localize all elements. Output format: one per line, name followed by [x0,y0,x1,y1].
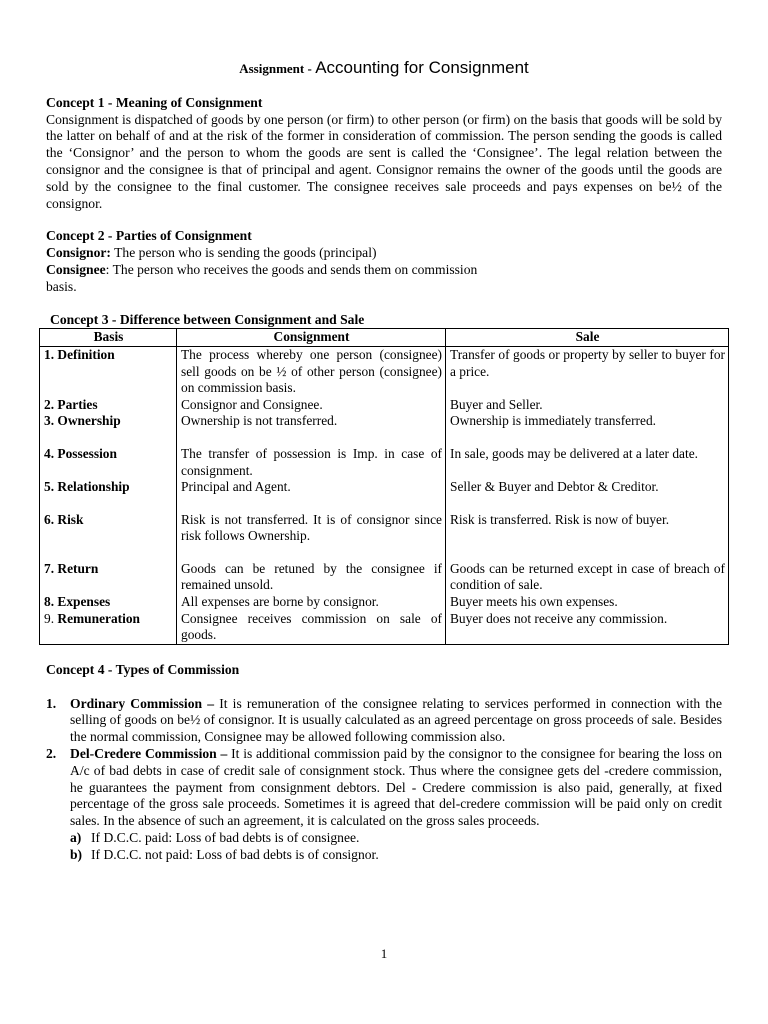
basis-cell [40,346,177,396]
basis-cell [40,561,177,594]
comparison-table [39,328,729,645]
table-row [40,479,729,512]
consignee-definition [46,262,486,296]
concept-2-section [46,228,722,295]
page-title [46,60,722,78]
sub-list-item [70,830,722,847]
basis-label: Expenses [57,594,111,610]
consignment-cell: Ownership is not transferred. [177,413,446,446]
basis-cell [40,594,177,611]
consignment-cell: Goods can be retuned by the consignee if remained unsold. [177,561,446,594]
concept-1-body: Consignment is dispatched of goods by one person (or firm) to other person (or firm) on the basis that goods will be sold by the latter on behalf of and at the risk of the former in consideration of commission. The person sending the goods is called the ‘Consignor’ and the person to whom the goods are sent is called the ‘Consignee’. The legal relation between the consignor and the consignee is that of principal and agent. Consignor remains the owner of the goods until the goods are sold by the consignee to the final customer. The consignee receives sale proceeds and pays expenses on be½ of the consignor. [46,111,722,211]
consignment-cell: Consignee receives commission on sale of goods. [177,611,446,645]
sale-cell: Seller & Buyer and Debtor & Creditor. [446,479,729,512]
consignee-label: Consignee [46,261,106,277]
basis-label: Parties [57,396,98,412]
sale-cell: Ownership is immediately transferred. [446,413,729,446]
basis-label: Ownership [57,413,121,429]
commission-term: Ordinary Commission – [70,695,215,711]
table-row [40,594,729,611]
sale-cell: Risk is transferred. Risk is now of buyer. [446,512,729,561]
sub-list-marker: b) [70,846,83,862]
basis-number: 4. [44,445,55,461]
list-marker: 2. [46,746,57,762]
commission-description: It is additional commission paid by the consignor to the consignee for bearing the loss on A/c of bad debts in case of credit sale of consignment stock. Thus where the consignee gets del -credere commission, he guarantees the payment from consignment debtors. Del - Credere commission is also paid, generally, at fixed percentage of the gross sale proceeds. Sometimes it is agreed that del-credere commission will be paid only on credit sales. In the absence of such an agreement, it is calculated on the gross sales proceeds. [70,746,722,829]
basis-number: 1. [44,346,55,362]
sale-cell: In sale, goods may be delivered at a later date. [446,446,729,479]
basis-label: Remuneration [57,610,140,626]
concept-3-heading: Concept 3 - Difference between Consignment and Sale [50,311,365,327]
table-row [40,561,729,594]
table-row [40,512,729,561]
title-prefix: Assignment - [239,61,312,76]
basis-cell [40,446,177,479]
table-row [40,446,729,479]
basis-number: 8. [44,594,55,610]
consignment-cell: Risk is not transferred. It is of consignor since risk follows Ownership. [177,512,446,561]
consignment-cell: The transfer of possession is Imp. in case of consignment. [177,446,446,479]
basis-number: 7. [44,560,55,576]
sale-cell: Transfer of goods or property by seller to buyer for a price. [446,346,729,396]
concept-2-heading: Concept 2 - Parties of Consignment [46,228,252,244]
consignment-cell: All expenses are borne by consignor. [177,594,446,611]
list-item [46,746,722,864]
basis-label: Relationship [57,479,130,495]
sub-list-item [70,847,722,864]
consignment-cell: Principal and Agent. [177,479,446,512]
basis-number: 5. [44,479,55,495]
basis-cell [40,413,177,446]
table-row [40,611,729,645]
sale-cell: Goods can be returned except in case of breach of condition of sale. [446,561,729,594]
header-basis: Basis [40,329,177,347]
sale-cell: Buyer does not receive any commission. [446,611,729,645]
header-sale: Sale [446,329,729,347]
concept-4-heading: Concept 4 - Types of Commission [46,661,240,677]
concept-1-section [46,95,722,213]
consignment-cell: Consignor and Consignee. [177,397,446,414]
basis-label: Return [57,560,99,576]
basis-number: 9. [44,610,55,626]
table-row [40,397,729,414]
sale-cell: Buyer meets his own expenses. [446,594,729,611]
basis-cell [40,611,177,645]
concept-3-section [44,311,725,645]
header-consignment: Consignment [177,329,446,347]
list-item [46,696,722,746]
basis-number: 6. [44,511,55,527]
sale-cell: Buyer and Seller. [446,397,729,414]
commission-term: Del-Credere Commission – [70,746,228,762]
concept-4-section [46,662,722,864]
basis-cell [40,512,177,561]
sub-list-marker: a) [70,830,82,846]
commission-types-list [46,696,722,864]
sub-list-text: If D.C.C. paid: Loss of bad debts is of consignee. [91,830,360,846]
basis-label: Risk [57,511,84,527]
concept-1-heading: Concept 1 - Meaning of Consignment [46,94,263,110]
basis-cell [40,397,177,414]
basis-label: Possession [57,445,117,461]
document-page [44,58,725,864]
consignee-text: : The person who receives the goods and sends them on commission basis. [46,261,478,294]
basis-cell [40,479,177,512]
consignor-definition [46,245,722,262]
consignment-cell: The process whereby one person (consignee) sell goods on be ½ of other person (consignee) on commission basis. [177,346,446,396]
basis-label: Definition [57,346,115,362]
commission-description: It is remuneration of the consignee relating to services performed in connection with the selling of goods on be½ of consignor. It is usually calculated as an agreed percentage on gross proceeds of sale. Besides the normal commission, Consignee may be allowed following commission also. [70,695,722,745]
table-header-row [40,329,729,347]
list-marker: 1. [46,695,57,711]
basis-number: 3. [44,413,55,429]
sub-list-text: If D.C.C. not paid: Loss of bad debts is of consignor. [91,846,379,862]
basis-number: 2. [44,396,55,412]
consignor-label: Consignor: [46,245,111,261]
table-row [40,346,729,396]
consignor-text: The person who is sending the goods (principal) [110,245,377,261]
page-number: 1 [380,946,388,961]
table-row [40,413,729,446]
comparison-table-body [40,346,729,644]
title-main: Accounting for Consignment [315,58,529,77]
